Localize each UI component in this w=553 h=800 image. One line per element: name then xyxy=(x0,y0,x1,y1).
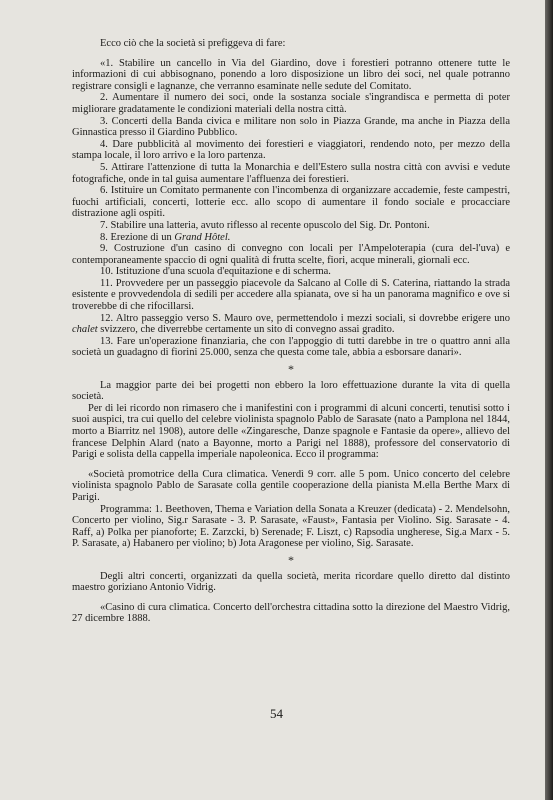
section-separator: * xyxy=(288,362,294,377)
list-item-3: 3. Concerti della Banda civica e militare non solo in Piazza Grande, ma anche in Piazza della Ginnastica presso il Giardino Pubblico. xyxy=(72,115,510,139)
list-item-4: 4. Dare pubblicità al movimento dei forestieri e viaggiatori, rendendo noto, per mezzo della stampa locale, il loro arrivo e la loro partenza. xyxy=(72,138,510,162)
page-number: 54 xyxy=(270,706,283,721)
list-item-10: 10. Istituzione d'una scuola d'equitazione e di scherma. xyxy=(100,266,331,278)
list-item-12-text: 12. Altro passeggio verso S. Mauro ove, permettendolo i mezzi sociali, si dovrebbe erigere uno xyxy=(100,312,510,324)
paragraph-vidrig-concert: «Casino di cura climatica. Concerto dell'orchestra cittadina sotto la direzione del Maestro Vidrig, 27 dicembre 1888. xyxy=(72,601,510,625)
list-item-12-rest: svizzero, che diverrebbe certamente un sito di convegno assai gradito. xyxy=(97,324,395,336)
chalet-italic: chalet xyxy=(72,324,98,336)
section-separator-2: * xyxy=(288,552,294,567)
list-item-7: 7. Stabilire una latteria, avuto riflesso al recente opuscolo del Sig. Dr. Pontoni. xyxy=(100,219,430,231)
paragraph-announcement: «Società promotrice della Cura climatica. Venerdì 9 corr. alle 5 pom. Unico concerto del celebre violinista spagnolo Pablo de Sarasate colla gentile cooperazione della pianista M.ella Berthe Marx di Parigi. xyxy=(72,468,510,503)
page-body xyxy=(72,38,510,625)
list-item-9: 9. Costruzione d'un casino di convegno con locali per l'Ampeloterapia (cura del-l'uva) e contemporaneamente spaccio di ogni qualità di frutta scelte, fiori, acque minerali, giornali ecc. xyxy=(72,243,510,266)
page-edge-shadow xyxy=(545,0,553,800)
paragraph-other-concerts: Degli altri concerti, organizzati da quella società, merita ricordare quello diretto dal distinto maestro goriziano Antonio Vidrig. xyxy=(72,570,510,594)
grand-hotel-italic: Grand Hôtel. xyxy=(174,231,231,243)
list-item-8-text: 8. Erezione di un xyxy=(100,231,175,243)
list-item-13: 13. Fare un'operazione finanziaria, che con l'appoggio di tutti darebbe in tre o quattro anni alla società un guadagno di fiorini 25.000, senza che questa come tale, abbia a esborsare danari». xyxy=(72,335,510,359)
list-item-8 xyxy=(72,232,510,244)
list-item-5: 5. Attirare l'attenzione di tutta la Monarchia e dell'Estero sulla nostra città con avvisi e vedute fotografiche, onde in tal guisa aumentare l'affluenza dei forestieri. xyxy=(72,161,510,185)
list-item-2: 2. Aumentare il numero dei soci, onde la sostanza sociale s'ingrandisca e permetta di poter migliorare gradatamente le condizioni materiali della nostra città. xyxy=(72,92,510,115)
list-item-1: «1. Stabilire un cancello in Via del Giardino, dove i forestieri potranno ottenere tutte le informazioni di cui abbisognano, ponendo a loro disposizione un libro dei soci, nel quale potranno registrare consigli e lagnanze, che verranno esaminate nelle sedute del Comitato. xyxy=(72,57,510,92)
intro-paragraph: Ecco ciò che la società si prefiggeva di fare: xyxy=(100,38,286,49)
list-item-11: 11. Provvedere per un passeggio piacevole da Salcano al Colle di S. Caterina, riattando la strada esistente e provvedendola di sedili per accedere alla spianata, ove si ha un panorama magnifico e ove si troverebbe di che rifocillarsi. xyxy=(72,277,510,313)
list-item-6: 6. Istituire un Comitato permanente con l'incombenza di organizzare accademie, feste campestri, fuochi artificiali, concerti, lotterie ecc. allo scopo di aumentare il fondo sociale e procacciare distrazione agli ospiti. xyxy=(72,185,510,220)
paragraph-projects: La maggior parte dei bei progetti non ebbero la loro effettuazione durante la vita di quella società. xyxy=(72,379,510,403)
list-item-12 xyxy=(72,313,510,336)
paragraph-program: Programma: 1. Beethoven, Thema e Variation della Sonata a Kreuzer (dedicata) - 2. Mendelsohn, Concerto per violino, Sig.r Sarasate - 3. P. Sarasate, «Faust», Fantasia per Violino. Sig. Sarasate - 4. Raff, a) Polka per pianoforte; E. Zarzcki, b) Serenade; F. Liszt, c) Rapsodia ungherese, Sig.a Marx - 5. P. Sarasate, a) Habanero per violino; b) Jota Aragonese per violino, Sig. Sarasate. xyxy=(72,503,510,550)
paragraph-concerts: Per di lei ricordo non rimasero che i manifestini con i programmi di alcuni concerti, tenutisi sotto i suoi auspici, tra cui quello del celebre violinista spagnolo Pablo de Sarasate (nato a Pamplona nel 1844, morto a Biarritz nel 1908), autore delle «Zingaresche, Danze spagnole e Fantasie da opere», allievo del francese Delphin Alard (nato a Bayonne, morto a Parigi nel 1888), professore del conservatorio di Parigi e solista della cappella imperiale napoleonica. Ecco il programma: xyxy=(72,402,510,461)
